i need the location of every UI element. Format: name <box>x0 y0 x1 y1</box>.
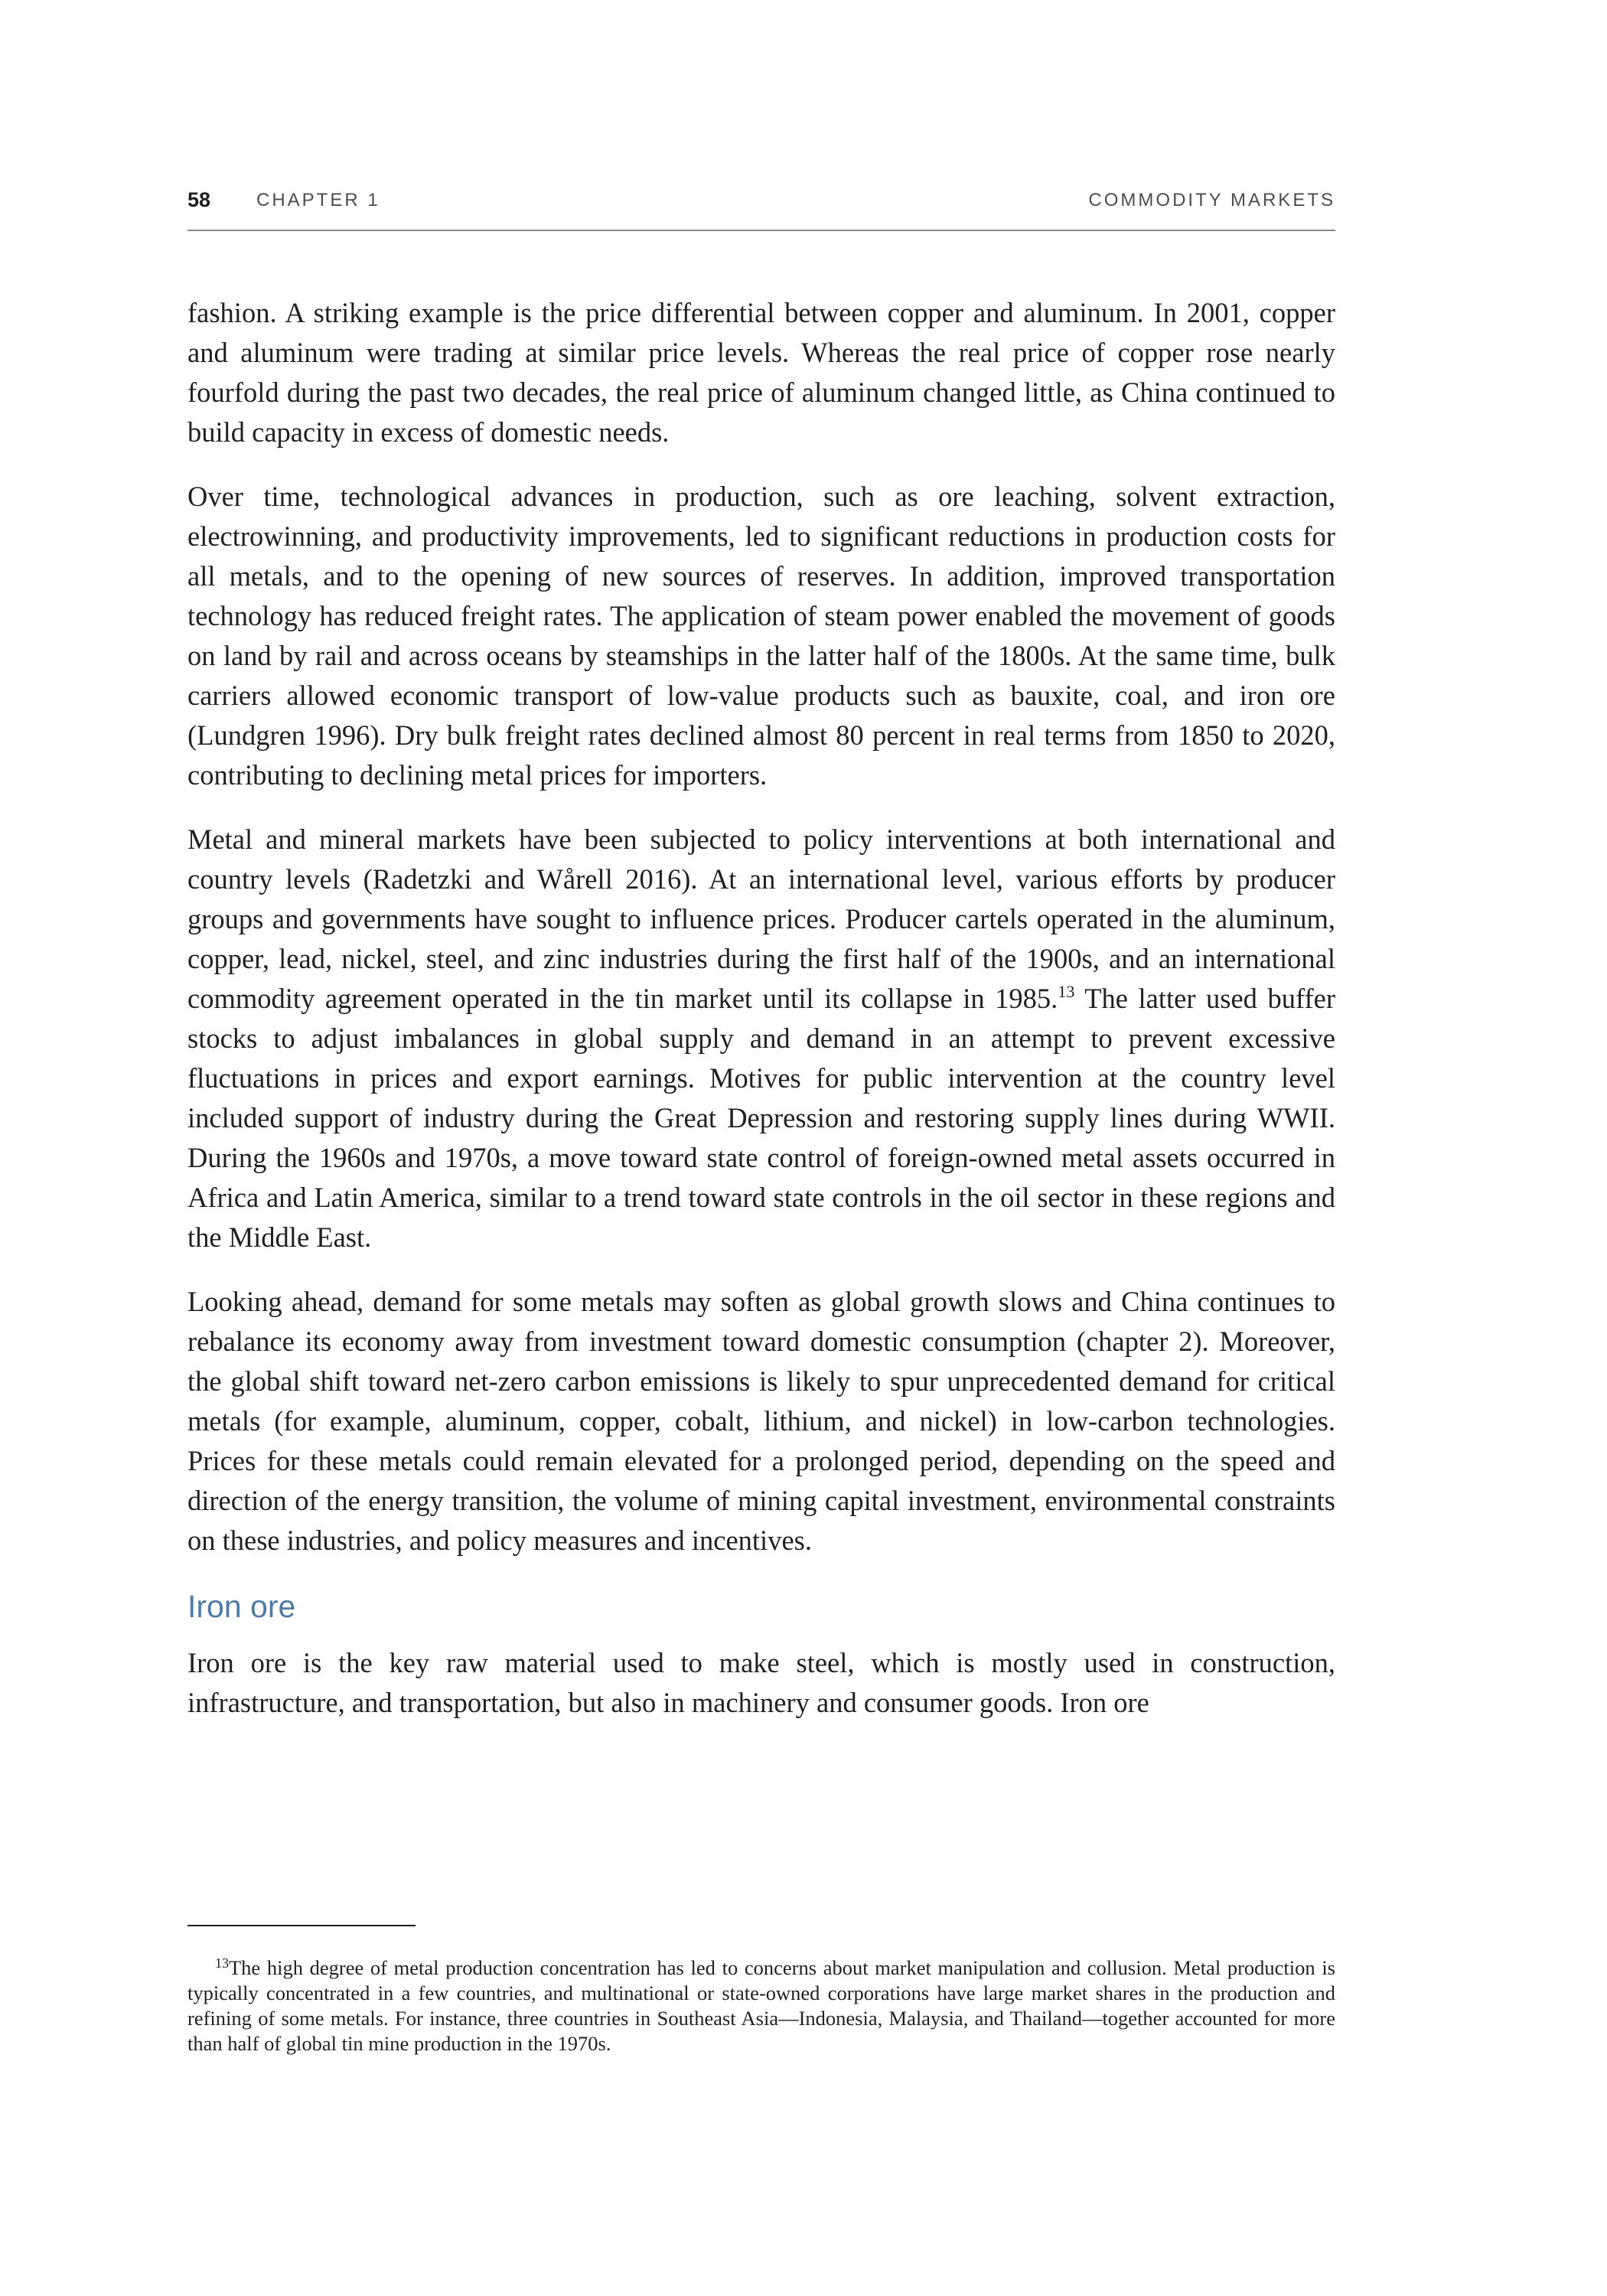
section-heading-iron-ore: Iron ore <box>187 1589 296 1624</box>
paragraph-iron-ore: Iron ore is the key raw material used to make steel, which is mostly used in construction, infrastructure, and transportation, but also in machinery and consumer goods. Iron ore <box>187 1647 1335 1718</box>
running-header <box>187 184 1335 231</box>
page-number: 58 <box>187 188 211 211</box>
body-text <box>187 293 1335 1747</box>
paragraph-policy <box>187 820 1335 1257</box>
footnote-number: 13 <box>215 1955 229 1971</box>
paragraph-technology: Over time, technological advances in production, such as ore leaching, solvent extraction, electrowinning, and productivity improvements, led to significant reductions in production costs for all metals, and to the opening of new sources of reserves. In addition, improved transportation technology has reduced freight rates. The application of steam power enabled the movement of goods on land by rail and across oceans by steamships in the latter half of the 1800s. At the same time, bulk carriers allowed economic transport of low-value products such as bauxite, coal, and iron ore (Lundgren 1996). Dry bulk freight rates declined almost 80 percent in real terms from 1850 to 2020, contributing to declining metal prices for importers. <box>187 481 1335 791</box>
footnote-reference[interactable]: 13 <box>1058 982 1075 1001</box>
paragraph-policy-text-a: Metal and mineral markets have been subjected to policy interventions at both international and country levels (Radetzki and Wårell 2016). At an international level, various efforts by producer groups and governments have sought to influence prices. Producer cartels operated in the aluminum, copper, lead, nickel, steel, and zinc industries during the first half of the 1900s, and an international commodity agreement operated in the tin market until its collapse in 1985. <box>187 823 1335 1014</box>
footnote-divider <box>187 1925 416 1926</box>
paragraph-policy-text-b: The latter used buffer stocks to adjust imbalances in global supply and demand in an attempt to prevent excessive fluctuations in prices and export earnings. Motives for public intervention at the country level included support of industry during the Great Depression and restoring supply lines during WWII. During the 1960s and 1970s, a move toward state control of foreign-owned metal assets occurred in Africa and Latin America, similar to a trend toward state controls in the oil sector in these regions and the Middle East. <box>187 983 1335 1253</box>
chapter-label: CHAPTER 1 <box>256 190 380 210</box>
section-label: COMMODITY MARKETS <box>1088 190 1335 210</box>
footnote <box>187 1955 1335 2056</box>
paragraph-copper-aluminum: fashion. A striking example is the price differential between copper and aluminum. In 2001, copper and aluminum were trading at similar price levels. Whereas the real price of copper rose nearly fourfold during the past two decades, the real price of aluminum changed little, as China continued to build capacity in excess of domestic needs. <box>187 297 1335 448</box>
footnote-text: The high degree of metal production concentration has led to concerns about market manipulation and collusion. Metal production is typically concentrated in a few countries, and multinational or state-owned corporations have large market shares in the production and refining of some metals. For instance, three countries in Southeast Asia—Indonesia, Malaysia, and Thailand—together accounted for more than half of global tin mine production in the 1970s. <box>187 1956 1335 2055</box>
paragraph-outlook: Looking ahead, demand for some metals may soften as global growth slows and China continues to rebalance its economy away from investment toward domestic consumption (chapter 2). Moreover, the global shift toward net-zero carbon emissions is likely to spur unprecedented demand for critical metals (for example, aluminum, copper, cobalt, lithium, and nickel) in low-carbon technologies. Prices for these metals could remain elevated for a prolonged period, depending on the speed and direction of the energy transition, the volume of mining capital investment, environmental constraints on these industries, and policy measures and incentives. <box>187 1286 1335 1556</box>
